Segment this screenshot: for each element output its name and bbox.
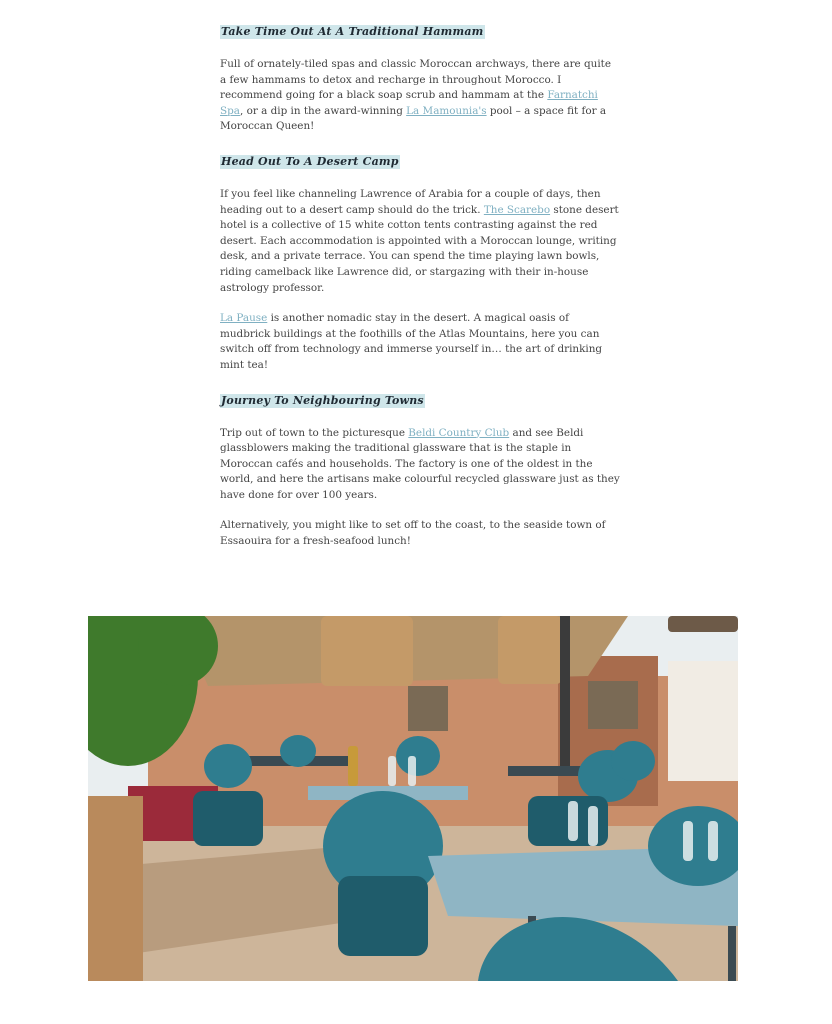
paragraph xyxy=(220,426,620,504)
paragraph-text: stone desert hotel is a collective of 15 white cotton tents contrasting against the red desert. Each accommodation is appointed with a Moroccan lounge, writing desk, and a private terrace. You can spend the time playing lawn bowls, riding camelback like Lawrence did, or stargazing with their in-house astrology professor. xyxy=(220,203,619,294)
paragraph-text: If you feel like channeling Lawrence of Arabia for a couple of days, then heading out to a desert camp should do the trick. xyxy=(220,187,601,216)
section-heading: Head Out To A Desert Camp xyxy=(221,154,399,168)
paragraph-text: is another nomadic stay in the desert. A magical oasis of mudbrick buildings at the foothills of the Atlas Mountains, here you can switch off from technology and immerse yourself in… the art of drinking mint tea! xyxy=(220,312,603,371)
la-pause-link[interactable]: La Pause xyxy=(220,312,268,325)
restaurant-terrace-photo xyxy=(88,616,738,981)
table-leg xyxy=(728,926,736,981)
wicker-lamp xyxy=(498,616,562,684)
section-desert-camp xyxy=(220,150,620,374)
front-chair-base xyxy=(338,876,428,956)
terrace-illustration xyxy=(88,616,738,981)
the-scarebo-link[interactable]: The Scarebo xyxy=(483,203,551,216)
wine-glass xyxy=(588,806,598,846)
section-heading: Journey To Neighbouring Towns xyxy=(221,393,424,407)
chair-base xyxy=(193,791,263,846)
wine-glass xyxy=(568,801,578,841)
terracotta-pot xyxy=(88,796,143,981)
wire-chair xyxy=(280,735,316,767)
farnatchi-spa-link[interactable]: Farnatchi Spa xyxy=(220,89,598,117)
article-body xyxy=(220,20,620,565)
white-wall xyxy=(668,661,738,781)
paragraph-text: Alternatively, you might like to set off to the coast, to the seaside town of Essaouira for a fresh-seafood lunch! xyxy=(220,519,606,548)
paragraph xyxy=(220,187,620,296)
wall-window xyxy=(588,681,638,729)
section-heading: Take Time Out At A Traditional Hammam xyxy=(221,25,484,38)
section-hammam xyxy=(220,20,620,135)
hanging-lamp xyxy=(668,616,738,632)
beldi-country-club-link[interactable]: Beldi Country Club xyxy=(408,426,510,439)
wine-glass xyxy=(708,821,718,861)
section-neighbouring-towns xyxy=(220,389,620,550)
support-post xyxy=(560,616,570,776)
paragraph xyxy=(220,57,620,135)
wire-chair xyxy=(611,741,655,781)
paragraph-text: pool – a space fit for a Moroccan Queen! xyxy=(220,104,607,133)
la-mamounia-link[interactable]: La Mamounia's xyxy=(406,104,487,117)
wicker-lamp xyxy=(321,616,413,686)
paragraph xyxy=(220,518,620,549)
bottle xyxy=(348,746,358,786)
wire-chair xyxy=(204,744,252,788)
wire-chair xyxy=(396,736,440,776)
wine-glass xyxy=(408,756,416,786)
wall-window xyxy=(408,686,448,731)
paragraph-text: Trip out of town to the picturesque xyxy=(220,426,409,439)
wine-glass xyxy=(388,756,396,786)
paragraph-text: , or a dip in the award-winning xyxy=(239,104,407,117)
paragraph-text: and see Beldi glassblowers making the traditional glassware that is the staple in Moroccan cafés and households. The factory is one of the oldest in the world, and here the artisans make colourful recycled glassware just as they have done for over 100 years. xyxy=(220,426,620,501)
paragraph-text: Full of ornately-tiled spas and classic Moroccan archways, there are quite a few hammams to detox and recharge in throughout Morocco. I recommend going for a black soap scrub and hammam at the xyxy=(220,58,611,102)
wine-glass xyxy=(683,821,693,861)
paragraph xyxy=(220,311,620,373)
